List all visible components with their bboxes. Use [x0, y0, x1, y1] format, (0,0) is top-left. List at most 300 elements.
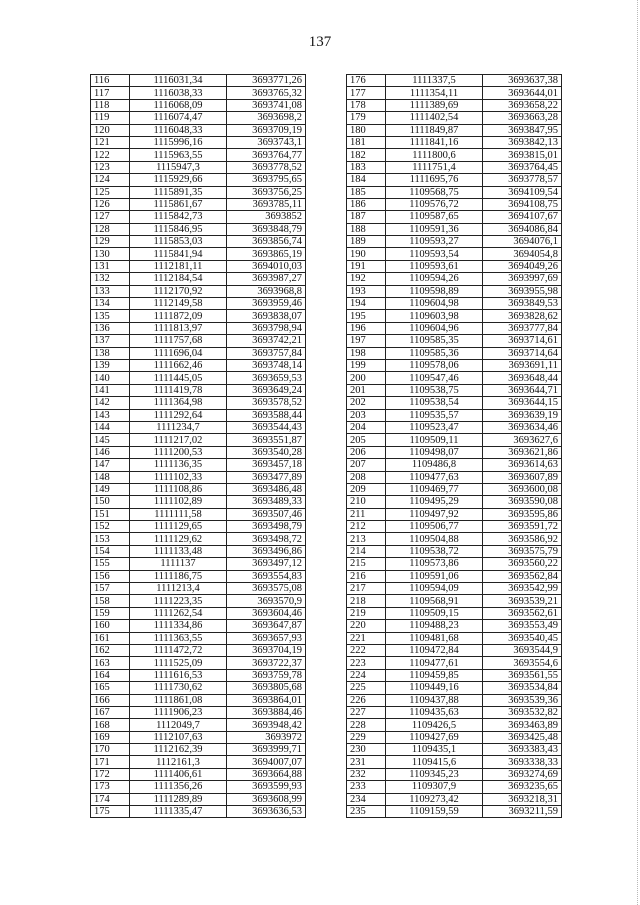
point-number: 234	[347, 793, 386, 805]
point-number: 170	[91, 744, 130, 756]
point-number: 167	[91, 706, 130, 718]
y-coordinate: 3693722,37	[227, 657, 306, 669]
y-coordinate: 3693828,62	[483, 310, 562, 322]
y-coordinate: 3693704,19	[227, 644, 306, 656]
y-coordinate: 3693544,43	[227, 421, 306, 433]
table-row	[347, 285, 562, 297]
table-row	[91, 521, 306, 533]
x-coordinate: 1109477,63	[386, 471, 483, 483]
point-number: 137	[91, 335, 130, 347]
y-coordinate: 3693748,14	[227, 359, 306, 371]
x-coordinate: 1109498,07	[386, 446, 483, 458]
x-coordinate: 1109593,61	[386, 260, 483, 272]
table-row	[347, 669, 562, 681]
table-row	[91, 607, 306, 619]
point-number: 152	[91, 521, 130, 533]
y-coordinate: 3694049,26	[483, 260, 562, 272]
x-coordinate: 1109523,47	[386, 421, 483, 433]
y-coordinate: 3693644,15	[483, 397, 562, 409]
point-number: 186	[347, 198, 386, 210]
x-coordinate: 1111730,62	[130, 682, 227, 694]
coordinate-table-right	[346, 74, 562, 818]
x-coordinate: 1111186,75	[130, 570, 227, 582]
point-number: 162	[91, 644, 130, 656]
x-coordinate: 1109604,98	[386, 298, 483, 310]
point-number: 216	[347, 570, 386, 582]
point-number: 132	[91, 273, 130, 285]
table-row	[91, 409, 306, 421]
y-coordinate: 3693425,48	[483, 731, 562, 743]
x-coordinate: 1109598,89	[386, 285, 483, 297]
y-coordinate: 3693884,46	[227, 706, 306, 718]
y-coordinate: 3693486,48	[227, 483, 306, 495]
point-number: 210	[347, 496, 386, 508]
point-number: 138	[91, 347, 130, 359]
x-coordinate: 1109495,29	[386, 496, 483, 508]
table-row	[347, 409, 562, 421]
table-row	[91, 99, 306, 111]
y-coordinate: 3693743,1	[227, 136, 306, 148]
table-row	[91, 694, 306, 706]
y-coordinate: 3693849,53	[483, 298, 562, 310]
x-coordinate: 1111861,08	[130, 694, 227, 706]
x-coordinate: 1109426,5	[386, 719, 483, 731]
x-coordinate: 1116031,34	[130, 75, 227, 87]
table-row	[91, 149, 306, 161]
x-coordinate: 1115891,35	[130, 186, 227, 198]
table-row	[91, 756, 306, 768]
x-coordinate: 1112149,58	[130, 298, 227, 310]
y-coordinate: 3693798,94	[227, 322, 306, 334]
table-row	[347, 446, 562, 458]
x-coordinate: 1109538,72	[386, 545, 483, 557]
table-row	[91, 768, 306, 780]
y-coordinate: 3693778,57	[483, 174, 562, 186]
table-row	[347, 136, 562, 148]
x-coordinate: 1109435,1	[386, 744, 483, 756]
table-row	[347, 161, 562, 173]
x-coordinate: 1111800,6	[386, 149, 483, 161]
y-coordinate: 3693211,59	[483, 806, 562, 818]
y-coordinate: 3693658,22	[483, 99, 562, 111]
x-coordinate: 1111695,76	[386, 174, 483, 186]
y-coordinate: 3693575,08	[227, 583, 306, 595]
y-coordinate: 3693815,01	[483, 149, 562, 161]
y-coordinate: 3694076,1	[483, 236, 562, 248]
table-row	[347, 706, 562, 718]
x-coordinate: 1111757,68	[130, 335, 227, 347]
y-coordinate: 3693338,33	[483, 756, 562, 768]
y-coordinate: 3693664,88	[227, 768, 306, 780]
table-row	[91, 719, 306, 731]
x-coordinate: 1109568,75	[386, 186, 483, 198]
y-coordinate: 3693539,21	[483, 595, 562, 607]
y-coordinate: 3693562,61	[483, 607, 562, 619]
point-number: 185	[347, 186, 386, 198]
x-coordinate: 1111133,48	[130, 545, 227, 557]
x-coordinate: 1111751,4	[386, 161, 483, 173]
point-number: 150	[91, 496, 130, 508]
table-row	[347, 75, 562, 87]
x-coordinate: 1109603,98	[386, 310, 483, 322]
table-row	[91, 198, 306, 210]
table-row	[347, 359, 562, 371]
point-number: 179	[347, 112, 386, 124]
point-number: 127	[91, 211, 130, 223]
y-coordinate: 3693765,32	[227, 87, 306, 99]
point-number: 196	[347, 322, 386, 334]
point-number: 229	[347, 731, 386, 743]
x-coordinate: 1109506,77	[386, 521, 483, 533]
table-row	[347, 459, 562, 471]
point-number: 233	[347, 781, 386, 793]
point-number: 130	[91, 248, 130, 260]
table-row	[91, 459, 306, 471]
y-coordinate: 3693848,79	[227, 223, 306, 235]
x-coordinate: 1109477,61	[386, 657, 483, 669]
x-coordinate: 1116038,33	[130, 87, 227, 99]
y-coordinate: 3693968,8	[227, 285, 306, 297]
x-coordinate: 1109509,15	[386, 607, 483, 619]
x-coordinate: 1109415,6	[386, 756, 483, 768]
x-coordinate: 1109535,57	[386, 409, 483, 421]
table-row	[91, 706, 306, 718]
point-number: 202	[347, 397, 386, 409]
y-coordinate: 3694107,67	[483, 211, 562, 223]
table-row	[91, 793, 306, 805]
y-coordinate: 3693785,11	[227, 198, 306, 210]
y-coordinate: 3693795,65	[227, 174, 306, 186]
x-coordinate: 1111354,11	[386, 87, 483, 99]
point-number: 200	[347, 372, 386, 384]
x-coordinate: 1109427,69	[386, 731, 483, 743]
point-number: 135	[91, 310, 130, 322]
point-number: 122	[91, 149, 130, 161]
table-row	[91, 384, 306, 396]
point-number: 142	[91, 397, 130, 409]
x-coordinate: 1115947,3	[130, 161, 227, 173]
y-coordinate: 3693864,01	[227, 694, 306, 706]
y-coordinate: 3693634,46	[483, 421, 562, 433]
x-coordinate: 1109573,86	[386, 558, 483, 570]
y-coordinate: 3693554,83	[227, 570, 306, 582]
table-row	[91, 545, 306, 557]
point-number: 159	[91, 607, 130, 619]
point-number: 136	[91, 322, 130, 334]
table-row	[91, 298, 306, 310]
point-number: 176	[347, 75, 386, 87]
x-coordinate: 1111696,04	[130, 347, 227, 359]
x-coordinate: 1111234,7	[130, 421, 227, 433]
y-coordinate: 3693498,79	[227, 521, 306, 533]
y-coordinate: 3693741,08	[227, 99, 306, 111]
table-row	[91, 558, 306, 570]
point-number: 158	[91, 595, 130, 607]
x-coordinate: 1111406,61	[130, 768, 227, 780]
x-coordinate: 1109594,09	[386, 583, 483, 595]
table-row	[347, 744, 562, 756]
x-coordinate: 1109578,06	[386, 359, 483, 371]
y-coordinate: 3693865,19	[227, 248, 306, 260]
y-coordinate: 3693595,86	[483, 508, 562, 520]
coordinate-table-left	[90, 74, 306, 818]
y-coordinate: 3693639,19	[483, 409, 562, 421]
table-row	[91, 397, 306, 409]
y-coordinate: 3693235,65	[483, 781, 562, 793]
table-row	[347, 508, 562, 520]
x-coordinate: 1111289,89	[130, 793, 227, 805]
point-number: 161	[91, 632, 130, 644]
table-row	[347, 781, 562, 793]
x-coordinate: 1111472,72	[130, 644, 227, 656]
table-row	[91, 731, 306, 743]
y-coordinate: 3693805,68	[227, 682, 306, 694]
y-coordinate: 3693578,52	[227, 397, 306, 409]
point-number: 145	[91, 434, 130, 446]
table-row	[91, 161, 306, 173]
point-number: 198	[347, 347, 386, 359]
point-number: 204	[347, 421, 386, 433]
y-coordinate: 3693477,89	[227, 471, 306, 483]
table-row	[91, 508, 306, 520]
y-coordinate: 3693542,99	[483, 583, 562, 595]
x-coordinate: 1116048,33	[130, 124, 227, 136]
table-row	[347, 756, 562, 768]
table-row	[347, 793, 562, 805]
point-number: 166	[91, 694, 130, 706]
point-number: 120	[91, 124, 130, 136]
table-row	[347, 558, 562, 570]
y-coordinate: 3693657,93	[227, 632, 306, 644]
point-number: 178	[347, 99, 386, 111]
table-row	[347, 211, 562, 223]
point-number: 211	[347, 508, 386, 520]
page-edge-line	[636, 0, 638, 905]
point-number: 148	[91, 471, 130, 483]
point-number: 151	[91, 508, 130, 520]
point-number: 195	[347, 310, 386, 322]
y-coordinate: 3693948,42	[227, 719, 306, 731]
y-coordinate: 3694010,03	[227, 260, 306, 272]
y-coordinate: 3694054,8	[483, 248, 562, 260]
table-row	[347, 260, 562, 272]
y-coordinate: 3693607,89	[483, 471, 562, 483]
y-coordinate: 3693540,45	[483, 632, 562, 644]
point-number: 147	[91, 459, 130, 471]
table-row	[91, 186, 306, 198]
x-coordinate: 1112107,63	[130, 731, 227, 743]
y-coordinate: 3693383,43	[483, 744, 562, 756]
point-number: 156	[91, 570, 130, 582]
point-number: 206	[347, 446, 386, 458]
x-coordinate: 1109273,42	[386, 793, 483, 805]
x-coordinate: 1111213,4	[130, 583, 227, 595]
y-coordinate: 3693842,13	[483, 136, 562, 148]
y-coordinate: 3693997,69	[483, 273, 562, 285]
table-row	[91, 644, 306, 656]
x-coordinate: 1109604,96	[386, 322, 483, 334]
y-coordinate: 3693599,93	[227, 781, 306, 793]
table-row	[347, 99, 562, 111]
table-row	[91, 260, 306, 272]
x-coordinate: 1109345,23	[386, 768, 483, 780]
y-coordinate: 3693553,49	[483, 620, 562, 632]
x-coordinate: 1111129,62	[130, 533, 227, 545]
y-coordinate: 3693742,21	[227, 335, 306, 347]
x-coordinate: 1115963,55	[130, 149, 227, 161]
point-number: 126	[91, 198, 130, 210]
table-row	[347, 372, 562, 384]
table-row	[347, 347, 562, 359]
point-number: 163	[91, 657, 130, 669]
table-row	[347, 768, 562, 780]
x-coordinate: 1111525,09	[130, 657, 227, 669]
y-coordinate: 3693714,64	[483, 347, 562, 359]
table-row	[347, 335, 562, 347]
table-row	[91, 595, 306, 607]
y-coordinate: 3693621,86	[483, 446, 562, 458]
x-coordinate: 1111841,16	[386, 136, 483, 148]
x-coordinate: 1109547,46	[386, 372, 483, 384]
table-row	[91, 744, 306, 756]
y-coordinate: 3693698,2	[227, 112, 306, 124]
y-coordinate: 3693757,84	[227, 347, 306, 359]
x-coordinate: 1111364,98	[130, 397, 227, 409]
point-number: 187	[347, 211, 386, 223]
y-coordinate: 3693838,07	[227, 310, 306, 322]
table-row	[91, 273, 306, 285]
y-coordinate: 3693627,6	[483, 434, 562, 446]
table-row	[91, 236, 306, 248]
point-number: 227	[347, 706, 386, 718]
x-coordinate: 1111108,86	[130, 483, 227, 495]
y-coordinate: 3693847,95	[483, 124, 562, 136]
table-row	[347, 545, 562, 557]
table-row	[91, 136, 306, 148]
table-row	[347, 533, 562, 545]
y-coordinate: 3693959,46	[227, 298, 306, 310]
point-number: 168	[91, 719, 130, 731]
table-row	[91, 248, 306, 260]
point-number: 212	[347, 521, 386, 533]
table-row	[347, 521, 562, 533]
y-coordinate: 3693856,74	[227, 236, 306, 248]
point-number: 154	[91, 545, 130, 557]
point-number: 171	[91, 756, 130, 768]
point-number: 172	[91, 768, 130, 780]
table-row	[347, 620, 562, 632]
x-coordinate: 1116068,09	[130, 99, 227, 111]
table-row	[347, 657, 562, 669]
table-row	[91, 112, 306, 124]
y-coordinate: 3693539,36	[483, 694, 562, 706]
page-number: 137	[308, 34, 332, 50]
x-coordinate: 1111335,47	[130, 806, 227, 818]
y-coordinate: 3693534,84	[483, 682, 562, 694]
point-number: 155	[91, 558, 130, 570]
x-coordinate: 1111356,26	[130, 781, 227, 793]
y-coordinate: 3693496,86	[227, 545, 306, 557]
x-coordinate: 1111906,23	[130, 706, 227, 718]
y-coordinate: 3693532,82	[483, 706, 562, 718]
y-coordinate: 3693636,53	[227, 806, 306, 818]
point-number: 184	[347, 174, 386, 186]
table-row	[347, 607, 562, 619]
y-coordinate: 3693764,77	[227, 149, 306, 161]
table-row	[91, 781, 306, 793]
x-coordinate: 1109593,27	[386, 236, 483, 248]
x-coordinate: 1109538,54	[386, 397, 483, 409]
y-coordinate: 3693590,08	[483, 496, 562, 508]
x-coordinate: 1111136,35	[130, 459, 227, 471]
y-coordinate: 3693274,69	[483, 768, 562, 780]
x-coordinate: 1109594,26	[386, 273, 483, 285]
x-coordinate: 1112162,39	[130, 744, 227, 756]
point-number: 133	[91, 285, 130, 297]
table-row	[91, 421, 306, 433]
table-row	[347, 248, 562, 260]
y-coordinate: 3693591,72	[483, 521, 562, 533]
x-coordinate: 1111445,05	[130, 372, 227, 384]
table-row	[347, 583, 562, 595]
y-coordinate: 3693560,22	[483, 558, 562, 570]
point-number: 129	[91, 236, 130, 248]
x-coordinate: 1112161,3	[130, 756, 227, 768]
point-number: 235	[347, 806, 386, 818]
x-coordinate: 1116074,47	[130, 112, 227, 124]
point-number: 160	[91, 620, 130, 632]
point-number: 218	[347, 595, 386, 607]
table-row	[347, 471, 562, 483]
y-coordinate: 3693588,44	[227, 409, 306, 421]
table-row	[347, 397, 562, 409]
x-coordinate: 1109509,11	[386, 434, 483, 446]
point-number: 203	[347, 409, 386, 421]
y-coordinate: 3693972	[227, 731, 306, 743]
point-number: 119	[91, 112, 130, 124]
table-row	[91, 583, 306, 595]
table-row	[91, 446, 306, 458]
table-row	[91, 533, 306, 545]
x-coordinate: 1109585,36	[386, 347, 483, 359]
y-coordinate: 3693691,11	[483, 359, 562, 371]
y-coordinate: 3693600,08	[483, 483, 562, 495]
x-coordinate: 1111102,33	[130, 471, 227, 483]
point-number: 192	[347, 273, 386, 285]
point-number: 128	[91, 223, 130, 235]
x-coordinate: 1109576,72	[386, 198, 483, 210]
y-coordinate: 3693663,28	[483, 112, 562, 124]
point-number: 223	[347, 657, 386, 669]
y-coordinate: 3693987,27	[227, 273, 306, 285]
table-row	[347, 806, 562, 818]
y-coordinate: 3693778,52	[227, 161, 306, 173]
y-coordinate: 3693649,24	[227, 384, 306, 396]
point-number: 165	[91, 682, 130, 694]
table-row	[91, 335, 306, 347]
x-coordinate: 1112170,92	[130, 285, 227, 297]
y-coordinate: 3693570,9	[227, 595, 306, 607]
x-coordinate: 1115841,94	[130, 248, 227, 260]
x-coordinate: 1115853,03	[130, 236, 227, 248]
point-number: 214	[347, 545, 386, 557]
point-number: 157	[91, 583, 130, 595]
y-coordinate: 3694007,07	[227, 756, 306, 768]
point-number: 207	[347, 459, 386, 471]
y-coordinate: 3693709,19	[227, 124, 306, 136]
y-coordinate: 3693955,98	[483, 285, 562, 297]
point-number: 191	[347, 260, 386, 272]
